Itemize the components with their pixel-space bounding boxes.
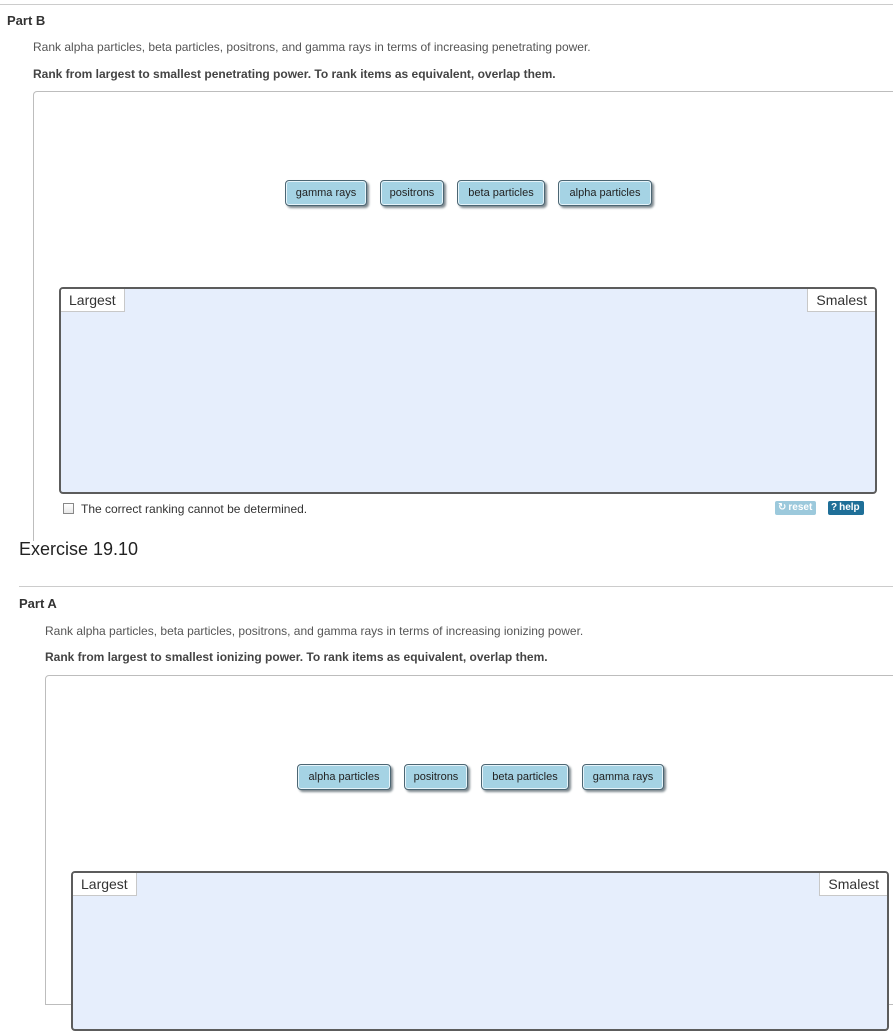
part-b-reset-button[interactable] xyxy=(775,501,816,515)
part-b-instruction: Rank alpha particles, beta particles, positrons, and gamma rays in terms of increasing penetrating power. xyxy=(33,40,591,54)
part-a-chip-alpha-particles[interactable]: alpha particles xyxy=(297,764,391,790)
top-divider xyxy=(0,4,893,5)
part-b-reset-label: reset xyxy=(788,502,813,513)
part-a-zone-largest-label: Largest xyxy=(73,873,137,896)
part-b-drop-zone[interactable] xyxy=(59,287,877,494)
part-b-chip-alpha-particles[interactable]: alpha particles xyxy=(558,180,652,206)
exercise-divider xyxy=(19,586,893,587)
part-b-help-label: help xyxy=(839,502,860,513)
part-b-zone-largest-label: Largest xyxy=(61,289,125,312)
part-a-instruction: Rank alpha particles, beta particles, positrons, and gamma rays in terms of increasing ionizing power. xyxy=(45,624,584,638)
part-a-drop-zone[interactable] xyxy=(71,871,889,1031)
part-a-zone-smallest-label: Smalest xyxy=(819,873,887,896)
part-b-help-button[interactable] xyxy=(828,501,864,515)
part-b-zone-smallest-label: Smalest xyxy=(807,289,875,312)
part-b-cannot-determine-checkbox[interactable] xyxy=(63,503,74,514)
part-a-chip-beta-particles[interactable]: beta particles xyxy=(481,764,569,790)
part-b-checkbox-label: The correct ranking cannot be determined. xyxy=(81,502,308,516)
part-b-chip-gamma-rays[interactable]: gamma rays xyxy=(285,180,367,206)
exercise-title: Exercise 19.10 xyxy=(19,539,139,559)
part-a-label: Part A xyxy=(19,596,57,611)
part-a-rank-instruction: Rank from largest to smallest ionizing power. To rank items as equivalent, overlap them. xyxy=(45,650,548,664)
reset-icon: ↻ xyxy=(778,502,787,513)
part-b-chip-beta-particles[interactable]: beta particles xyxy=(457,180,545,206)
part-a-chip-positrons[interactable]: positrons xyxy=(404,764,468,790)
part-a-chip-gamma-rays[interactable]: gamma rays xyxy=(582,764,664,790)
part-b-label: Part B xyxy=(7,13,46,28)
help-icon: ? xyxy=(831,502,838,513)
part-b-chip-positrons[interactable]: positrons xyxy=(380,180,444,206)
part-b-rank-instruction: Rank from largest to smallest penetrating power. To rank items as equivalent, overlap them. xyxy=(33,67,556,81)
